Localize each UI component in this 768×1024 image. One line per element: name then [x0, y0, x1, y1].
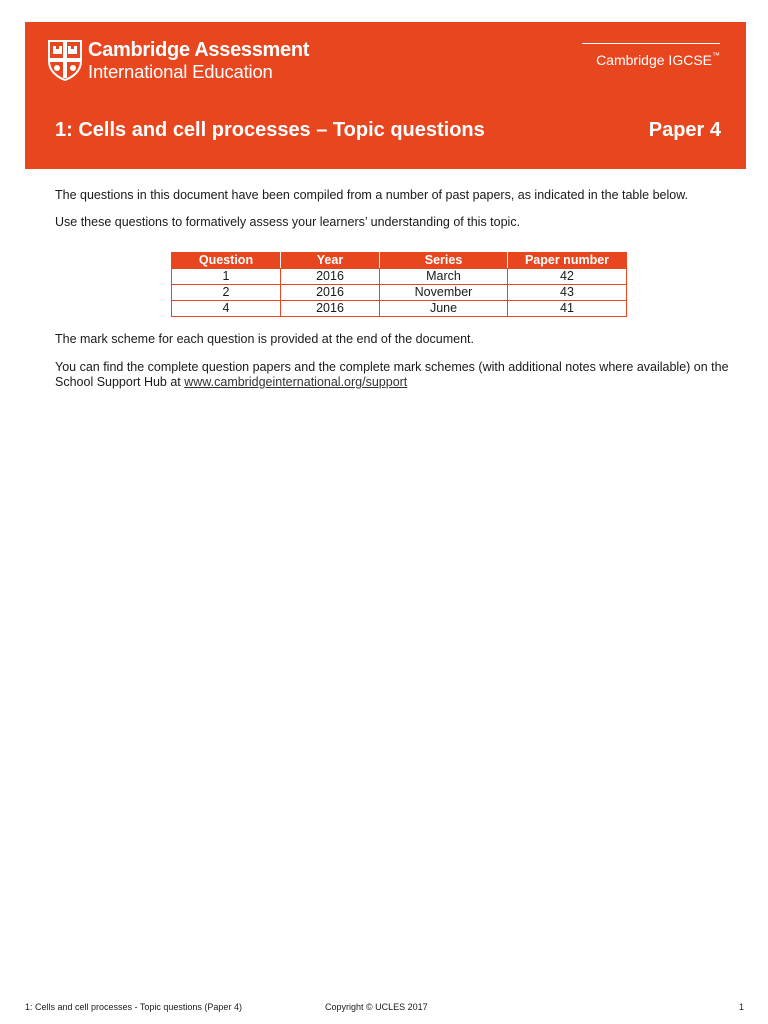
brand-subtitle: International Education — [88, 61, 273, 82]
table-row — [172, 301, 627, 317]
cell-paper-number: 41 — [508, 301, 627, 317]
cell-paper-number: 42 — [508, 269, 627, 285]
paper-label: Paper 4 — [648, 119, 721, 141]
cell-question: 4 — [172, 301, 281, 317]
page-header — [25, 22, 746, 169]
support-hub-paragraph — [55, 360, 745, 390]
cell-series: March — [380, 269, 508, 285]
cell-paper-number: 43 — [508, 285, 627, 301]
column-header-paper-number: Paper number — [508, 253, 627, 269]
support-hub-text: You can find the complete question papers and the complete mark schemes (with additional notes where available) on the School Support Hub at — [55, 360, 729, 389]
document-title: 1: Cells and cell processes – Topic questions — [55, 119, 485, 141]
qualification-label — [596, 52, 720, 68]
support-hub-link[interactable]: www.cambridgeinternational.org/support — [184, 375, 408, 389]
table-header-row — [172, 253, 627, 269]
cell-series: November — [380, 285, 508, 301]
column-header-series: Series — [380, 253, 508, 269]
footer-copyright: Copyright © UCLES 2017 — [325, 1002, 428, 1012]
table-row — [172, 285, 627, 301]
qualification-name: Cambridge IGCSE — [596, 52, 712, 68]
question-source-table — [171, 252, 627, 317]
cell-series: June — [380, 301, 508, 317]
brand-wordmark — [88, 39, 309, 83]
column-header-question: Question — [172, 253, 281, 269]
cell-year: 2016 — [281, 285, 380, 301]
cell-question: 1 — [172, 269, 281, 285]
university-shield-icon — [47, 39, 83, 81]
column-header-year: Year — [281, 253, 380, 269]
trademark-symbol: ™ — [712, 51, 720, 60]
cell-year: 2016 — [281, 269, 380, 285]
mark-scheme-note: The mark scheme for each question is provided at the end of the document. — [55, 332, 474, 346]
footer-document-title: 1: Cells and cell processes - Topic questions (Paper 4) — [25, 1002, 242, 1012]
table-row — [172, 269, 627, 285]
footer-page-number: 1 — [738, 1002, 744, 1012]
header-divider — [582, 43, 720, 44]
brand-name: Cambridge Assessment — [88, 39, 310, 61]
cell-year: 2016 — [281, 301, 380, 317]
cell-question: 2 — [172, 285, 281, 301]
intro-paragraph: The questions in this document have been compiled from a number of past papers, as indicated in the table below. — [55, 188, 689, 202]
usage-paragraph: Use these questions to formatively assess your learners’ understanding of this topic. — [55, 215, 521, 229]
